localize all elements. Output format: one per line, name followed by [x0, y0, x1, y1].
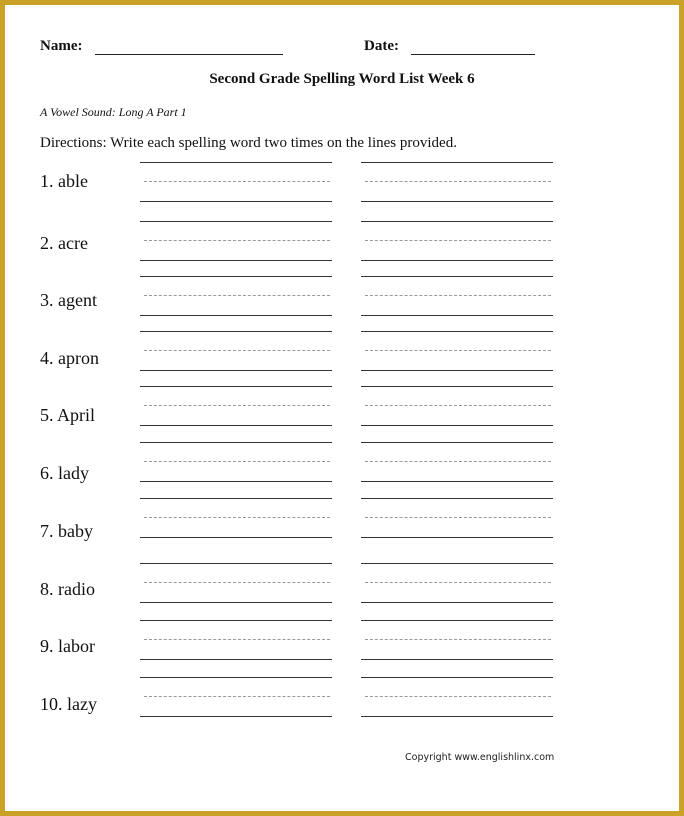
spelling-word: 6. lady	[40, 463, 89, 483]
spelling-word: 7. baby	[40, 521, 93, 541]
spelling-word: 2. acre	[40, 233, 88, 253]
spelling-word: 10. lazy	[40, 694, 97, 714]
spelling-word: 5. April	[40, 405, 96, 425]
spelling-word: 9. labor	[40, 636, 95, 656]
worksheet-subtitle: A Vowel Sound: Long A Part 1	[40, 105, 187, 119]
spelling-word: 4. apron	[40, 348, 99, 368]
directions-text: Directions: Write each spelling word two times on the lines provided.	[40, 135, 457, 151]
date-blank[interactable]	[411, 54, 535, 55]
name-blank[interactable]	[95, 54, 283, 55]
name-label: Name:	[40, 38, 83, 54]
date-label: Date:	[364, 38, 399, 54]
spelling-word: 1. able	[40, 171, 88, 191]
spelling-word: 3. agent	[40, 290, 97, 310]
spelling-word: 8. radio	[40, 579, 95, 599]
copyright-text: Copyright www.englishlinx.com	[405, 752, 555, 763]
worksheet-title: Second Grade Spelling Word List Week 6	[209, 71, 475, 87]
